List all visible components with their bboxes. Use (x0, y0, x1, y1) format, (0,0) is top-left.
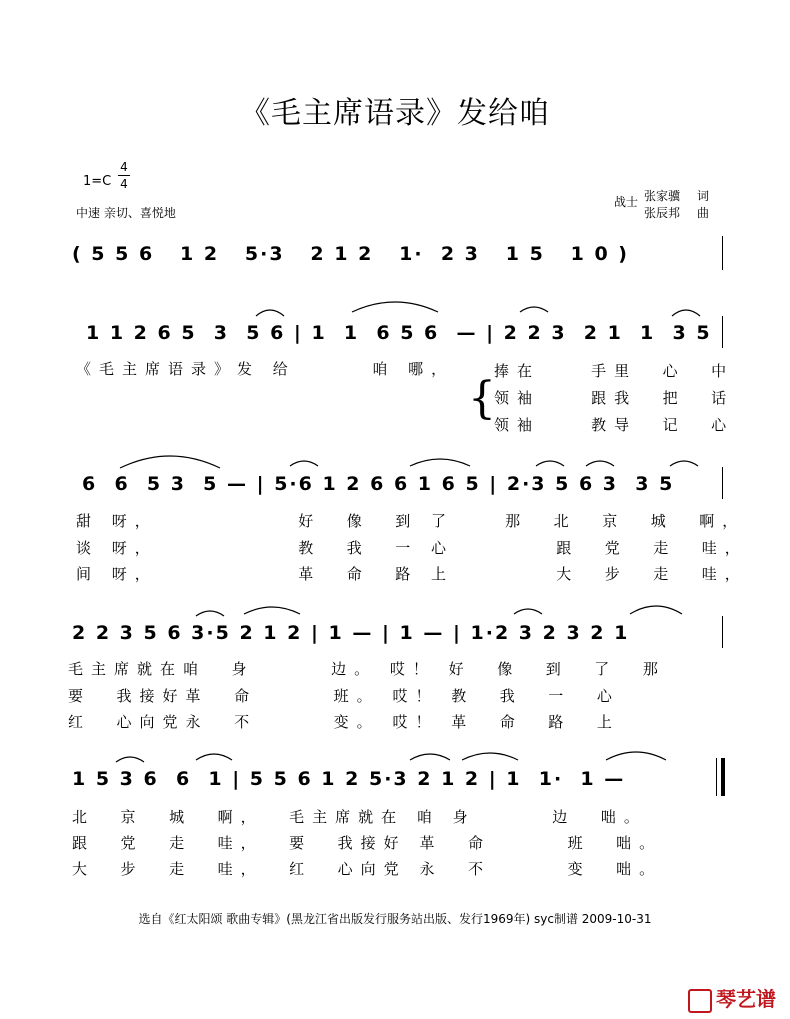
lyric-row-1-verse-a: 捧在 手里 心 中 (494, 362, 735, 380)
lyric-row-4-verse-1: 北 京 城 啊， 毛主席就在 咱 身 边 咄。 (72, 808, 647, 826)
slur (670, 461, 698, 466)
lyric-row-4-verse-3: 大 步 走 哇， 红 心向党 永 不 变 咄。 (72, 860, 663, 878)
slur (410, 754, 450, 760)
lyric-row-1-verse-b: 领袖 跟我 把 话 (494, 389, 735, 407)
slur (196, 611, 224, 616)
lyric-label: 词 (697, 189, 710, 203)
slur (256, 310, 284, 316)
lyric-row-3-verse-2: 要 我接好革 命 班。 哎！ 教 我 一 心 (68, 687, 620, 705)
notation-row-2: 6 6 5 3 5 — | 5·6 1 2 6 6 1 6 5 | 2·3 5 6 3 3 5 (82, 473, 675, 495)
slur (462, 753, 518, 760)
time-top: 4 (120, 160, 128, 174)
composer-name: 张辰邦 (644, 206, 681, 220)
slur (244, 607, 300, 614)
lyric-row-2-verse-2: 谈 呀， 教 我 一 心 跟 党 走 哇， (76, 539, 748, 557)
slur (352, 302, 438, 312)
lyric-row-2-verse-3: 间 呀， 革 命 路 上 大 步 走 哇， (76, 565, 748, 583)
slur (606, 752, 666, 760)
notation-row-1: 1 1 2 6 5 3 5 6 | 1 1 6 5 6 — | 2 2 3 2 1 1 3 5 (86, 322, 712, 344)
lyric-row-4-verse-2: 跟 党 走 哇， 要 我接好 革 命 班 咄。 (72, 834, 663, 852)
slur (514, 609, 542, 614)
lyric-row-1-verse-c: 领袖 教导 记 心 (494, 416, 735, 434)
slur (196, 754, 232, 760)
logo-text: 琴艺谱 (716, 987, 776, 1011)
music-label: 曲 (697, 206, 710, 220)
slur (536, 461, 564, 466)
lyric-row-3-verse-1: 毛主席就在咱 身 边。 哎！ 好 像 到 了 那 (68, 660, 666, 678)
slur (630, 606, 682, 614)
lyric-row-3-verse-3: 红 心向党永 不 变。 哎！ 革 命 路 上 (68, 713, 620, 731)
logo-icon (688, 989, 712, 1013)
lyric-row-2-verse-1: 甜 呀， 好 像 到 了 那 北 京 城 啊， (76, 512, 746, 530)
slur (120, 456, 220, 468)
time-bottom: 4 (120, 177, 128, 191)
notation-row-4: 1 5 3 6 6 1 | 5 5 6 1 2 5·3 2 1 2 | 1 1· 1 — (72, 768, 626, 790)
slur (672, 310, 700, 316)
source-footer: 选自《红太阳颂 歌曲专辑》(黑龙江省出版发行服务站出版、发行1969年) syc制谱 2009-10-31 (138, 912, 652, 926)
lyric-row-1-verse-1: 《毛主席语录》发 给 咱 哪， (76, 360, 455, 378)
slur (116, 757, 144, 762)
slur (290, 461, 318, 466)
key-signature: 1=C (83, 174, 112, 189)
slur (520, 307, 548, 312)
lyricist-name: 张家骥 (644, 189, 681, 203)
tempo-marking: 中速 亲切、喜悦地 (76, 206, 176, 220)
site-logo (688, 983, 776, 1013)
page-title: 《毛主席语录》发给咱 (240, 96, 550, 131)
notation-row-intro: ( 5 5 6 1 2 5·3 2 1 2 1· 2 3 1 5 1 0 ) (72, 243, 629, 265)
verse-brace: { (468, 373, 496, 424)
credit-role: 战士 (614, 195, 639, 209)
slur (586, 461, 614, 466)
slur (410, 459, 470, 466)
notation-row-3: 2 2 3 5 6 3·5 2 1 2 | 1 — | 1 — | 1·2 3 2 3 2 1 (72, 622, 630, 644)
